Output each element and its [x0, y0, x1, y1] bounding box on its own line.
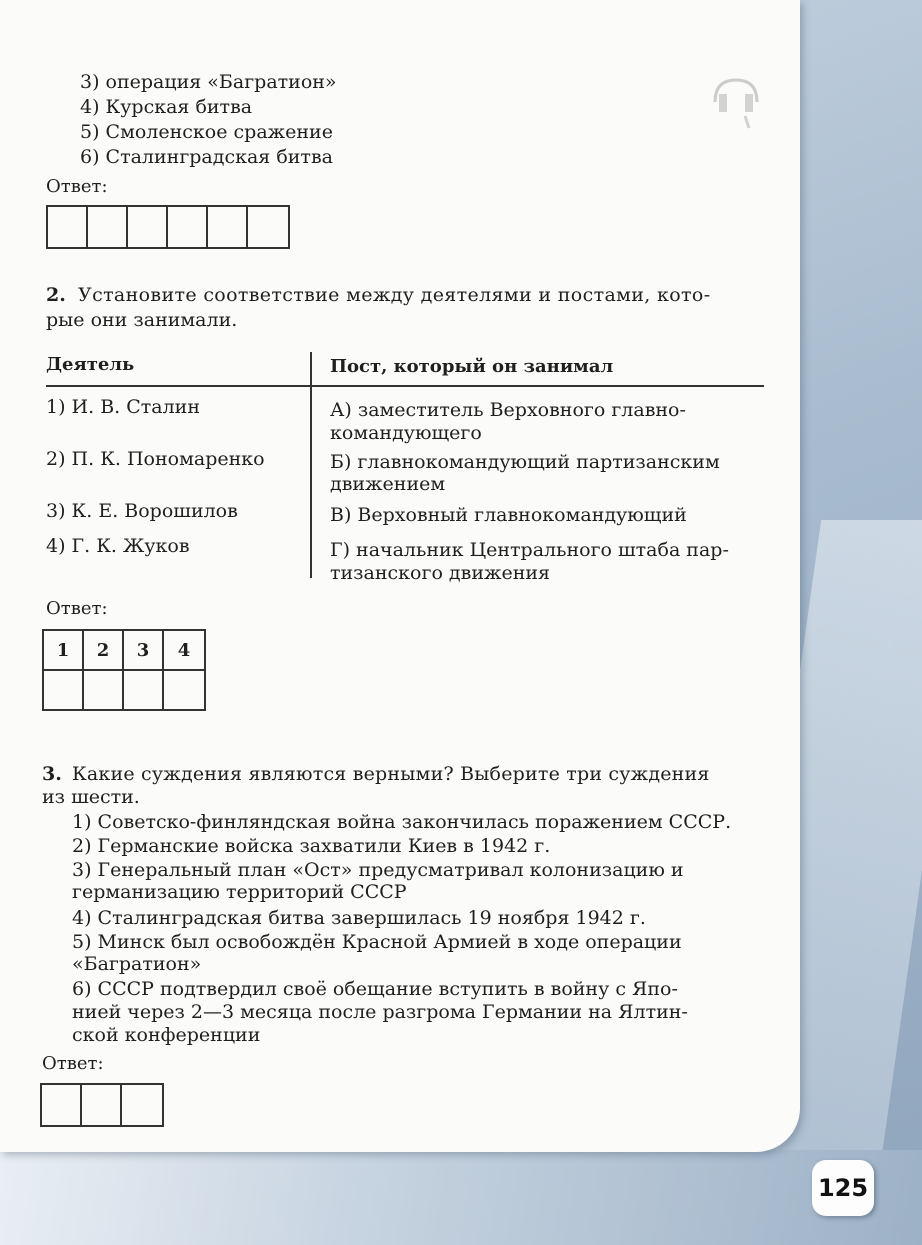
q2-number: 2. [46, 284, 66, 306]
library-stamp-icon [705, 72, 767, 130]
q3-answer-label: Ответ: [42, 1053, 104, 1074]
answer-cell[interactable] [164, 671, 204, 709]
q2-post-b-line2: движением [330, 473, 446, 495]
q2-figure-3: 3) К. Е. Ворошилов [46, 500, 238, 522]
answer-cell[interactable] [124, 671, 164, 709]
q3-answer-boxes[interactable] [40, 1083, 164, 1127]
q1-answer-boxes[interactable] [46, 205, 290, 249]
q3-statement-5-cont: «Багратион» [72, 953, 202, 975]
q2-post-c-line1: В) Верховный главнокомандующий [330, 504, 687, 526]
answer-cell[interactable] [168, 207, 208, 247]
q2-answer-label: Ответ: [46, 598, 108, 619]
q1-answer-label: Ответ: [46, 176, 108, 197]
q2-post-d-line1: Г) начальник Центрального штаба пар- [330, 539, 729, 561]
q3-statement-6-cont: ской конференции [72, 1024, 261, 1046]
answer-cell[interactable] [208, 207, 248, 247]
q3-statement-6: 6) СССР подтвердил своё обещание вступить в войну с Япо- [72, 978, 678, 1000]
answer-cell[interactable] [84, 671, 124, 709]
q3-prompt-line1: Какие суждения являются верными? Выберите три суждения [72, 763, 710, 785]
answer-header-1: 1 [44, 631, 84, 669]
answer-header-2: 2 [84, 631, 124, 669]
answer-cell[interactable] [128, 207, 168, 247]
q1-option-4: 4) Курская битва [80, 96, 253, 118]
q2-figure-2: 2) П. К. Пономаренко [46, 448, 265, 470]
answer-cell[interactable] [248, 207, 288, 247]
answer-header-4: 4 [177, 639, 191, 661]
q2-post-b-line1: Б) главнокомандующий партизанским [330, 451, 720, 473]
answer-cell[interactable] [48, 207, 88, 247]
answer-cell[interactable] [44, 671, 84, 709]
q3-statement-4: 4) Сталинградская битва завершилась 19 ноября 1942 г. [72, 907, 646, 929]
q1-option-6: 6) Сталинградская битва [80, 146, 333, 168]
q2-figure-4: 4) Г. К. Жуков [46, 535, 190, 557]
q2-col-left-header: Деятель [46, 354, 135, 375]
answer-cell[interactable] [122, 1085, 162, 1125]
answer-header-3: 3 [124, 631, 164, 669]
q2-post-d-line2: тизанского движения [330, 562, 551, 584]
q1-option-5: 5) Смоленское сражение [80, 121, 333, 143]
q3-statement-3: 3) Генеральный план «Ост» предусматривал колонизацию и [72, 859, 684, 881]
q2-post-a-line2: командующего [330, 422, 482, 444]
q2-answer-grid[interactable] [42, 629, 206, 711]
q2-prompt-line2: рые они занимали. [46, 309, 238, 331]
q3-number: 3. [42, 763, 62, 785]
page-number: 125 [812, 1160, 874, 1216]
q3-prompt-line2: из шести. [42, 786, 140, 808]
q1-option-3: 3) операция «Багратион» [80, 71, 337, 93]
background-shape [0, 1150, 922, 1245]
answer-cell[interactable] [42, 1085, 82, 1125]
q2-figure-1: 1) И. В. Сталин [46, 396, 201, 418]
table-column-divider [310, 352, 312, 578]
q3-statement-1: 1) Советско-финляндская война закончилась поражением СССР. [72, 811, 732, 833]
table-header-rule [46, 385, 764, 387]
answer-cell[interactable] [82, 1085, 122, 1125]
q2-col-right-header: Пост, который он занимал [330, 356, 614, 377]
q2-post-a-line1: А) заместитель Верховного главно- [330, 399, 686, 421]
q2-prompt-line1: Установите соответствие между деятелями и постами, кото- [78, 284, 711, 306]
answer-cell[interactable] [88, 207, 128, 247]
q3-statement-6-cont: нией через 2—3 месяца после разгрома Германии на Ялтин- [72, 1001, 688, 1023]
q3-statement-5: 5) Минск был освобождён Красной Армией в ходе операции [72, 931, 682, 953]
q3-statement-2: 2) Германские войска захватили Киев в 1942 г. [72, 835, 551, 857]
q3-statement-3-cont: германизацию территорий СССР [72, 881, 407, 903]
